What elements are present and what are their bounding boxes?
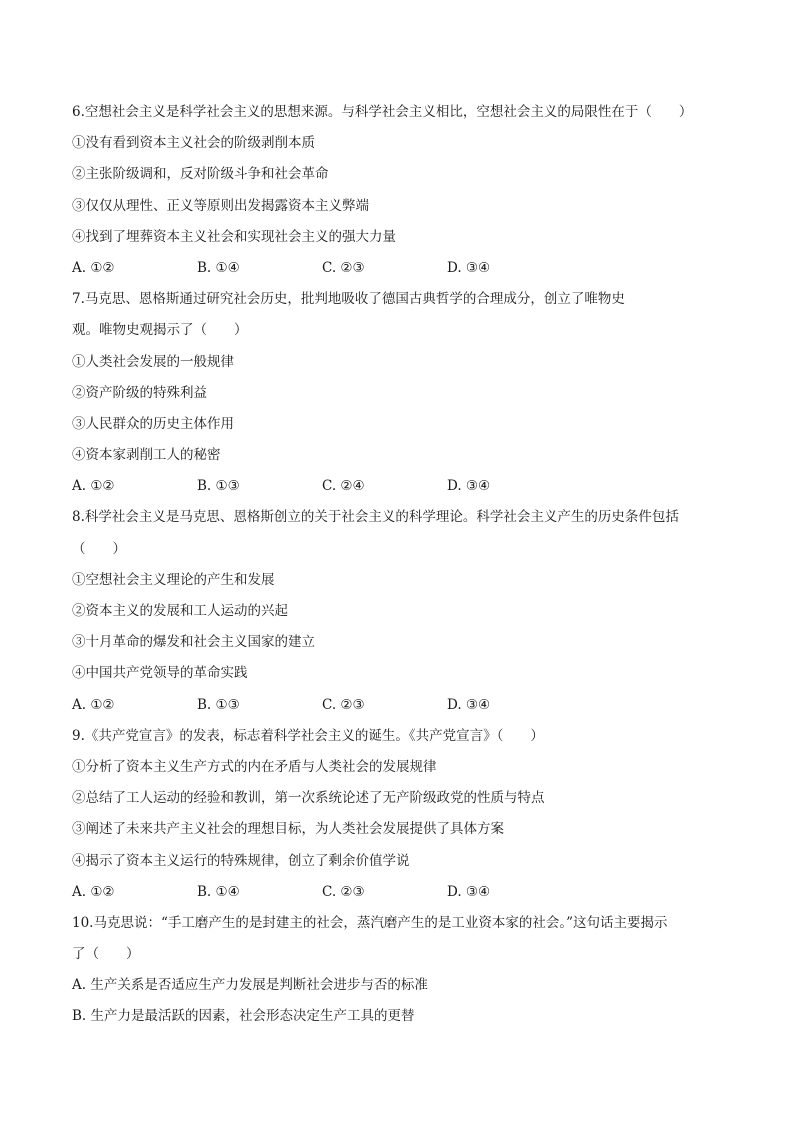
statement-item: ③人民群众的历史主体作用 [72, 415, 234, 432]
option-c: C. ②③ [322, 696, 365, 713]
statement-item: ①空想社会主义理论的产生和发展 [72, 571, 275, 588]
question-8 [72, 502, 722, 720]
statement-item: ①没有看到资本主义社会的阶级剥削本质 [72, 135, 315, 152]
answer-options [72, 690, 722, 721]
statement-item: ④找到了埋葬资本主义社会和实现社会主义的强大力量 [72, 228, 396, 245]
question-6 [72, 97, 722, 284]
question-stem-continued: 观。唯物史观揭示了（ ） [72, 322, 248, 339]
answer-option-b: B. 生产力是最活跃的因素，社会形态决定生产工具的更替 [72, 1008, 415, 1025]
question-10 [72, 908, 722, 1033]
option-b: B. ①④ [197, 259, 240, 276]
option-b: B. ①③ [197, 478, 240, 495]
option-a: A. ①② [72, 696, 115, 713]
answer-options [72, 471, 722, 502]
statement-item: ③阐述了未来共产主义社会的理想目标，为人类社会发展提供了具体方案 [72, 821, 504, 838]
option-c: C. ②③ [322, 259, 365, 276]
statement-item: ④资本家剥削工人的秘密 [72, 447, 221, 464]
statement-item: ①分析了资本主义生产方式的内在矛盾与人类社会的发展规律 [72, 758, 437, 775]
question-stem: 7.马克思、恩格斯通过研究社会历史，批判地吸收了德国古典哲学的合理成分，创立了唯物史 [72, 291, 625, 308]
question-stem: 9.《共产党宣言》的发表，标志着科学社会主义的诞生。《共产党宣言》（ ） [72, 727, 544, 744]
question-stem-continued: （ ） [72, 540, 126, 557]
statement-item: ①人类社会发展的一般规律 [72, 353, 234, 370]
statement-item: ④中国共产党领导的革命实践 [72, 665, 248, 682]
statement-item: ②总结了工人运动的经验和教训，第一次系统论述了无产阶级政党的性质与特点 [72, 790, 545, 807]
option-d: D. ③④ [447, 478, 491, 495]
option-d: D. ③④ [447, 883, 491, 900]
option-b: B. ①④ [197, 883, 240, 900]
statement-item: ②资本主义的发展和工人运动的兴起 [72, 603, 288, 619]
option-d: D. ③④ [447, 696, 491, 713]
question-stem-continued: 了（ ） [72, 946, 140, 963]
exam-page [72, 97, 722, 1033]
statement-item: ②主张阶级调和，反对阶级斗争和社会革命 [72, 166, 329, 183]
option-c: C. ②③ [322, 883, 365, 900]
option-a: A. ①② [72, 478, 115, 495]
statement-item: ④揭示了资本主义运行的特殊规律，创立了剩余价值学说 [72, 852, 410, 869]
option-b: B. ①③ [197, 696, 240, 713]
option-c: C. ②④ [322, 478, 365, 495]
statement-item: ②资产阶级的特殊利益 [72, 384, 207, 401]
statement-item: ③十月革命的爆发和社会主义国家的建立 [72, 634, 315, 651]
answer-options [72, 253, 722, 284]
option-a: A. ①② [72, 883, 115, 900]
question-stem: 10.马克思说：“手工磨产生的是封建主的社会，蒸汽磨产生的是工业资本家的社会。”这句话主要揭示 [72, 914, 668, 931]
option-d: D. ③④ [447, 259, 491, 276]
question-stem: 8.科学社会主义是马克思、恩格斯创立的关于社会主义的科学理论。科学社会主义产生的历史条件包括 [72, 509, 679, 526]
question-7 [72, 284, 722, 502]
question-stem: 6.空想社会主义是科学社会主义的思想来源。与科学社会主义相比，空想社会主义的局限性在于（ ） [72, 104, 693, 120]
answer-option-a: A. 生产关系是否适应生产力发展是判断社会进步与否的标准 [72, 977, 428, 994]
option-a: A. ①② [72, 259, 115, 276]
statement-item: ③仅仅从理性、正义等原则出发揭露资本主义弊端 [72, 197, 369, 214]
question-9 [72, 721, 722, 908]
answer-options [72, 877, 722, 908]
